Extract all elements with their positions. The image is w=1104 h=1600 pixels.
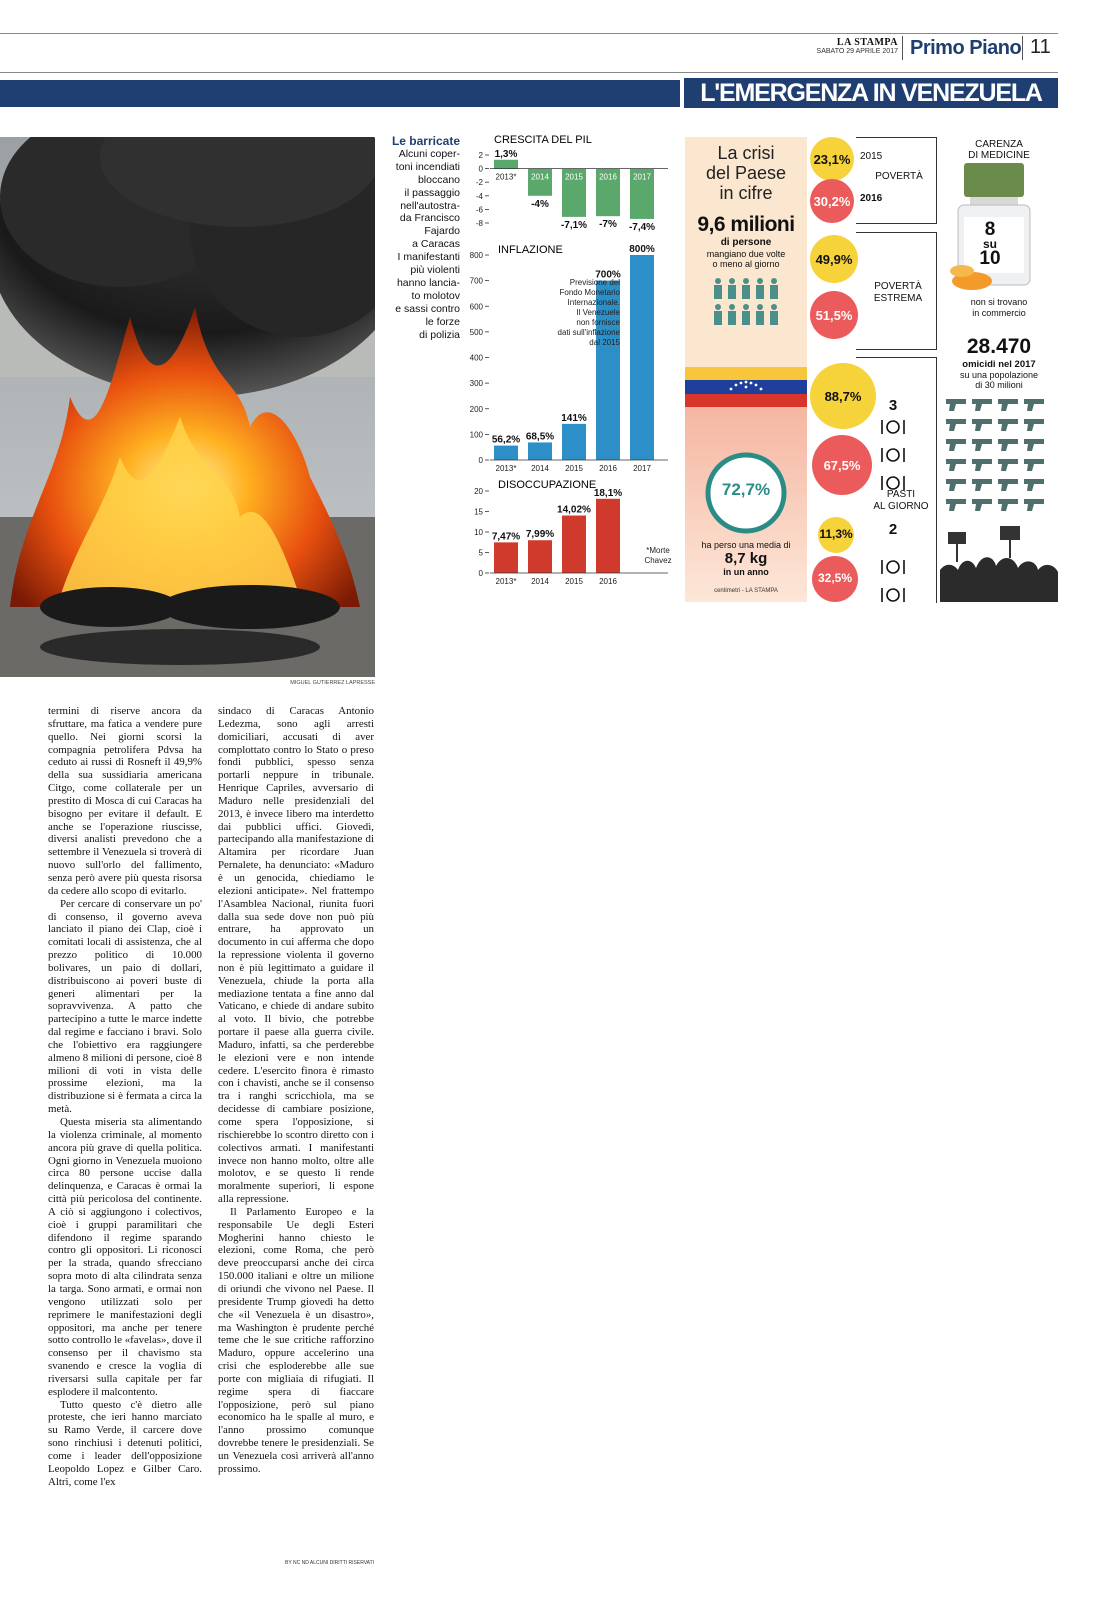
y-tick-label: 300 [469,379,483,389]
category-label: 2017 [633,172,651,182]
chart-title: DISOCCUPAZIONE [498,479,597,491]
year-2015-label: 2015 [860,151,883,162]
bar [562,516,586,573]
chart-title: CRESCITA DEL PIL [494,134,592,146]
caption-line: e sassi contro [395,302,460,315]
y-tick-label: 2 [478,151,483,160]
homicide-desc: omicidi nel 2017 [962,359,1036,370]
y-tick-label: 10 [474,528,483,537]
article-column-1 [48,705,202,1488]
article-paragraph: sindaco di Caracas Antonio Ledezma, sono agli arresti domiciliari, accusati di aver complottato contro lo Stato o preso fondi pubblici, spesso senza portarli neppure in tribunale. Henrique Capriles, avversario di Maduro nelle presidenziali del 2013, è invece libero ma interdetto dai pubblici uffici. Giovedì, partecipando alla manifestazione di Altamira per ricordare Juan Pernalete, ha denunciato: «Maduro è un genocida, chiediamo le elezioni anticipate». Nel frattempo l'Asamblea Nacional, riunita fuori dalla sua sede dove non può più entrare, ha approvato un documento in cui afferma che dopo la repressione violenta il governo non è più legittimato a guidare il Venezuela, chiude la porta alla mediazione tentata a fine anno dal Vaticano, e chiede di andare subito al voto. Il bivio, che potrebbe portare il paese alla guerra civile. Maduro, infatti, sa che perderebbe le elezioni vere e non intende cedere. L'esercito finora è rimasto con i chavisti, anche se il consenso tra i ranghi scricchiola, ma se decidesse di cambiare posizione, come spera l'opposizione, si rischierebbe lo scontro diretto con i colectivos armati. I manifestanti invece non hanno molto, oltre alle molotov, e se questo li rende moralmente superiori, li espone alla repressione. [218,705,374,1206]
medicine-den: 10 [979,248,1001,269]
crisis-title-line: in cifre [719,183,773,203]
y-tick-label: 400 [469,353,483,363]
weight-desc: ha perso una media di [701,540,791,550]
homicide-pop-line: su una popolazione [959,370,1039,380]
economic-charts [468,133,680,603]
poverty-2016-value: 30,2% [813,194,851,209]
caption-line: toni incendiati [395,160,460,173]
bar-value-label: 14,02% [557,504,591,516]
chart-note-line: Previsione del [569,278,620,287]
category-label: 2014 [531,464,549,473]
medicine-desc-line: non si trovano [970,297,1028,307]
homicide-pop-line: di 30 milioni [975,380,1023,390]
bar-value-label: 141% [561,412,587,424]
bar-value-label: -7,4% [628,221,656,233]
chart-note-line: Fondo Monetario [559,288,620,297]
protesters-silhouette [940,522,1058,602]
license-footer: BY NC ND ALCUNI DIRITTI RISERVATI [285,1560,375,1566]
y-tick-label: 500 [469,327,483,337]
poverty-panel [810,137,938,602]
weight-value: 8,7 kg [724,550,768,567]
chart-note-line: Il Venezuele [576,308,620,317]
graphic-source: centimetri - LA STAMPA [714,588,778,594]
article-column-2 [218,705,374,1476]
header-bottom-rule [0,72,1058,73]
header-top-rule [0,33,1058,34]
y-tick-label: -2 [475,178,483,188]
category-label: 2016 [599,464,617,473]
masthead [808,38,898,55]
homicide-population [940,370,1058,390]
caption-line: nell'autostra- [400,199,460,212]
venezuela-flag [685,367,807,407]
extreme-poverty-label [860,281,936,305]
y-tick-label: -6 [475,205,483,215]
gun-icons [944,395,1054,515]
page-number: 11 [1030,36,1051,58]
chart-note-line: Internazionale. [567,298,620,307]
bar [562,424,586,460]
y-tick-label: 20 [474,487,483,496]
chart-note-line: non fornisce [576,318,620,327]
page-headline: L'EMERGENZA IN VENEZUELA [684,78,1058,108]
caption-line: hanno lancia- [396,276,460,289]
homicide-count: 28.470 [966,335,1032,358]
publication-date: SABATO 29 APRILE 2017 [816,48,898,55]
medicine-desc [940,297,1058,319]
crisis-title-line: del Paese [705,163,787,183]
article-paragraph: termini di riserve ancora da sfruttare, ma fatica a vendere pure quello. Nei giorni scorsi la compagnia petrolifera Pdvsa ha ceduto ai russi di Rosneft il 49,9% della sua sussidiaria americana Citgo, come collaterale per un prestito di Mosca di cui Caracas ha bisogno per evitare il default. E anche se l'operazione riuscisse, diversi analisti prevedono che a settembre il Venezuela si troverà di nuovo sull'orlo del fallimento, senza però avere più questa risorsa da cedere allo scopo di evitarlo. [48,705,202,897]
blue-banner [0,80,680,107]
medicine-desc-line: in commercio [972,308,1026,318]
people-count: 9,6 milioni [697,213,795,236]
header-divider-2 [1022,36,1023,60]
category-label: 2013* [495,577,517,586]
meals3-2016-value: 67,5% [823,458,861,473]
crisis-title [685,143,807,203]
y-tick-label: -8 [475,219,483,228]
bar [528,442,552,460]
bar-value-label: -7% [599,219,617,231]
caption-line: to molotov [411,289,460,302]
caption-line: I manifestanti [397,251,460,264]
crisis-title-line: La crisi [717,143,775,163]
meals-two-label: 2 [888,521,898,538]
y-tick-label: 800 [469,251,483,260]
bar-value-label: -7,1% [560,219,588,231]
people-icons [711,277,781,327]
medicine-su: su [982,237,997,251]
category-label: 2016 [599,172,617,182]
bar [630,255,654,460]
meals-three-label: 3 [888,397,898,414]
caption-line: le forze [425,315,460,328]
article-paragraph: Il Parlamento Europeo e la responsabile Ue degli Esteri Mogherini hanno chiesto le elezioni, come Roma, che però deve preoccuparsi anche dei circa 150.000 italiani e oltre un milione di oriundi che vivono nel Paese. Il presidente Trump giovedì ha detto che «il Venezuela è un disastro», ma Washington è prudente perché teme che le sue critiche rafforzino Maduro, oppure accelerino una crisi che esploderebbe alle sue porte con migliaia di rifugiati. Il regime spera di fiaccare l'opposizione, però sul piano economico ha le spalle al muro, e l'anno prossimo comunque dovrebbe tenere le presidenziali. Se un Venezuela così arriverà all'anno prossimo. [218,1205,374,1475]
photo-credit: MIGUEL GUTIERREZ LAPRESSE [290,680,375,686]
y-tick-label: 15 [474,507,483,517]
bar-value-label: 7,47% [491,531,521,543]
bar-value-label: 56,2% [491,434,521,446]
bar [528,540,552,573]
photo-caption [378,135,460,342]
y-tick-label: 600 [469,302,483,312]
bar-value-label: 18,1% [593,487,623,499]
article-paragraph: Per cercare di conservare un po' di consenso, il governo aveva lanciato il piano dei Clap, cioè i comitati locali di assistenza, che al prezzo politico di 10.000 bolivares, un paio di dollari, distribuiscono ai poveri buste di generi alimentari per la sopravvivenza. A patto che partecipino a tutte le marce indette dal regime e facciano i bravi. Solo che l'obiettivo era raggiungere almeno 8 milioni di persone, cioè 8 milioni di voti in vista delle prossime elezioni, ma la distribuzione si è fermata a circa la metà. [48,897,202,1116]
bar [494,160,518,169]
header-divider [902,36,903,60]
bar-value-label: -4% [531,198,549,210]
bar-value-label: 800% [629,244,655,255]
category-label: 2014 [531,172,549,182]
chart-title: INFLAZIONE [498,244,563,256]
bar-value-label: 68,5% [525,431,555,443]
burning-tires-illustration [0,137,375,677]
extreme-label-line: POVERTÀ [874,281,922,292]
caption-line: da Francisco [399,212,460,225]
y-tick-label: 200 [469,404,483,414]
y-tick-label: -4 [475,191,483,201]
caption-line: Alcuni coper- [398,147,460,160]
caption-line: più violenti [410,264,460,277]
poverty-2015-value: 23,1% [813,152,851,167]
y-tick-label: 700 [469,276,483,286]
meals-label-line: AL GIORNO [873,501,929,512]
bar [494,542,518,573]
people-sub: di persone [720,237,772,248]
article-paragraph: Tutto questo c'è dietro alle proteste, che ieri hanno marciato su Ramo Verde, il carcere dove sono rinchiusi i detenuti politici, come i leader dell'opposizione Leopoldo Lopez e Gilber Caro. Altri, come l'ex [48,1398,202,1488]
people-desc-line: mangiano due volte [706,249,786,259]
meals-label-line: PASTI [886,489,916,500]
right-panel [940,137,1058,602]
extreme-label-line: ESTREMA [873,293,923,304]
bar [596,499,620,573]
extreme-2016-value: 51,5% [815,308,853,323]
category-label: 2013* [495,172,517,182]
crisis-panel [685,137,807,602]
weight-loss-percent: 72,7% [721,480,771,499]
section-title: Primo Piano [910,37,1022,59]
barricade-photo [0,137,375,677]
y-tick-label: 0 [478,456,483,465]
weight-sub: in un anno [723,567,769,577]
chart-note-line: Chavez [644,556,672,565]
medicine-title [940,139,1058,161]
article-paragraph: Questa miseria sta alimentando la violenza criminale, al momento ancora più grave di quella politica. Ogni giorno in Venezuela muoiono circa 80 persone uccise dalla delinquenza, e Caracas è ormai la città più pericolosa del continente. A ciò si aggiungono i colectivos, cioè i gruppi paramilitari che difendono il regime sparando contro gli oppositori. Li riconosci per la strada, quando sfrecciano sopra moto di alta cilindrata senza la targa. Sono armati, e ormai non vengono utilizzati solo per reprimere le manifestazioni degli oppositori, ma anche per tenere sotto controllo le «favelas», dove il consenso per il chavismo sta svanendo e cresce la voglia di riversarsi sulla capitale per far esplodere il malcontento. [48,1116,202,1398]
extreme-2015-value: 49,9% [815,252,853,267]
poverty-label: POVERTÀ [875,171,923,182]
meals2-2016-value: 32,5% [817,571,853,585]
bar-value-label: 1,3% [494,148,518,160]
y-tick-label: 0 [478,569,483,578]
category-label: 2015 [565,577,583,586]
medicine-title-line: DI MEDICINE [968,150,1030,161]
chart-note-line: dal 2015 [589,338,620,347]
bar-value-label: 7,99% [525,529,555,541]
meals2-2015-value: 11,3% [819,527,853,541]
caption-line: il passaggio [404,186,460,199]
category-label: 2013* [495,464,517,473]
medicine-ratio [960,221,1020,268]
category-label: 2014 [531,577,549,586]
y-tick-label: 0 [478,164,483,174]
caption-line: di polizia [419,328,460,341]
bar [494,446,518,460]
medicine-title-line: CARENZA [975,139,1023,150]
chart-note-line: dati sull'inflazione [557,328,620,337]
category-label: 2017 [633,464,651,473]
people-desc-line: o meno al giorno [712,259,780,269]
publication-name: LA STAMPA [836,37,898,48]
medicine-num: 8 [984,219,996,240]
people-desc [685,249,807,269]
chart-note-line: *Morte [646,546,670,555]
bar-value-label: 700% [595,269,621,281]
plate-icons [878,417,908,607]
category-label: 2015 [565,464,583,473]
caption-line: Fajardo [424,225,460,238]
y-tick-label: 100 [469,430,483,440]
meals3-2015-value: 88,7% [824,389,862,404]
y-tick-label: 5 [478,548,483,558]
category-label: 2016 [599,577,617,586]
caption-title: Le barricate [391,134,460,148]
caption-line: a Caracas [412,238,460,251]
year-2016-label: 2016 [860,193,883,204]
category-label: 2015 [565,172,583,182]
caption-line: bloccano [417,173,460,186]
